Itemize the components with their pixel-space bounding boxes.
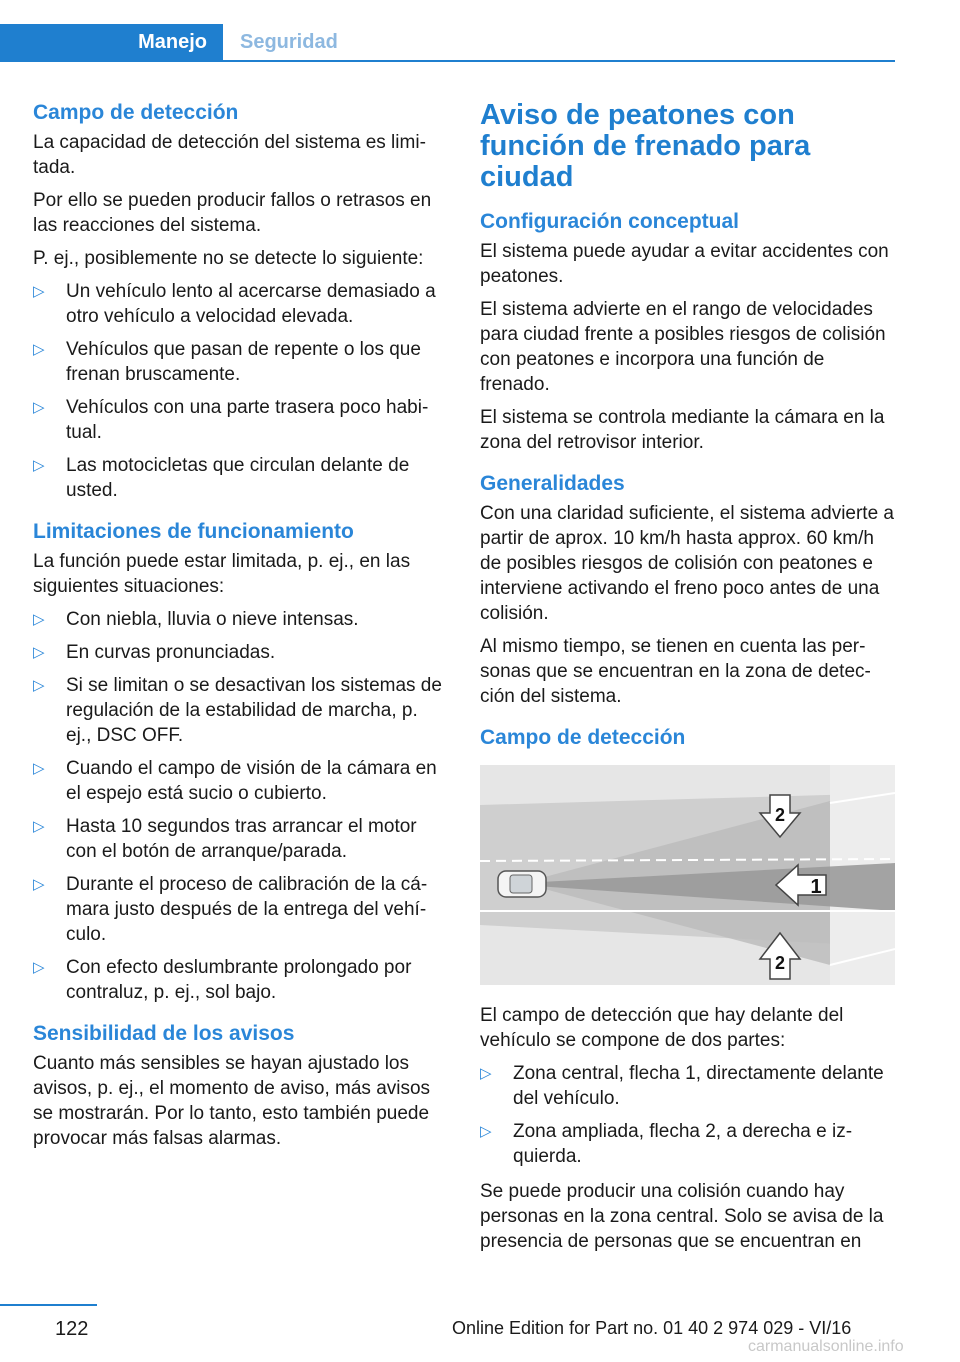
paragraph: P. ej., posiblemente no se detecte lo siguiente: [33,248,424,269]
list-item: ▷ Cuando el campo de visión de la cámara en el espejo está sucio o cubierto. [33,758,437,804]
car-icon [498,871,546,897]
left-column [33,100,448,1159]
paragraph: La capacidad de detección del sistema es limitada. [33,132,426,178]
paragraph: El sistema puede ayudar a evitar accidentes con peatones. [480,241,889,287]
list-item: ▷ Un vehículo lento al acercarse demasiado a otro vehículo a velocidad elevada. [33,281,436,327]
triangle-bullet-icon: ▷ [33,818,45,835]
section-limitaciones [33,519,448,1005]
section-campo-deteccion [480,725,898,1254]
header-tabs [0,24,895,62]
list-item: ▷ Zona ampliada, flecha 2, a derecha e izquierda. [480,1121,853,1167]
arrow-1-label: 1 [810,876,822,898]
edition-line: Online Edition for Part no. 01 40 2 974 029 - VI/16 [452,1318,852,1338]
triangle-bullet-icon: ▷ [33,677,45,694]
paragraph: Se puede producir una colisión cuando hay personas en la zona central. Solo se avisa de la presencia de personas que se encuentran en [480,1181,884,1252]
triangle-bullet-icon: ▷ [480,1065,492,1082]
section-title: Campo de detección [33,101,239,124]
triangle-bullet-icon: ▷ [33,959,45,976]
bullet-list [480,1061,898,1169]
triangle-bullet-icon: ▷ [33,760,45,777]
list-item: ▷ Vehículos con una parte trasera poco habitual. [33,397,429,443]
section-generalidades [480,471,898,709]
paragraph: Con una claridad suficiente, el sistema advierte a partir de aprox. 10 km/h hasta approx. 60 km/h de posibles riesgos de colisión con peatones e interviene activando el freno poco antes de una colisión. [480,503,895,624]
triangle-bullet-icon: ▷ [480,1123,492,1140]
paragraph: Por ello se pueden producir fallos o retrasos en las reacciones del sistema. [33,190,432,236]
chapter-title: Aviso de peatones con función de frenado para ciudad [480,99,811,193]
triangle-bullet-icon: ▷ [33,399,45,416]
list-item: ▷ Las motocicletas que circulan delante de usted. [33,455,410,501]
arrow-2-top-label: 2 [774,805,786,825]
triangle-bullet-icon: ▷ [33,341,45,358]
paragraph: La función puede estar limitada, p. ej., en las siguientes situaciones: [33,551,411,597]
list-item: ▷ Si se limitan o se desactivan los sistemas de regulación de la estabilidad de marcha, p. ej., DSC OFF. [33,675,442,746]
list-item: ▷ Durante el proceso de calibración de la cámara justo después de la entrega del vehículo. [33,874,428,945]
detection-field-diagram [480,765,895,985]
page-number: 122 [55,1318,89,1340]
list-item: ▷ En curvas pronunciadas. [33,642,276,663]
section-title: Limitaciones de funcionamiento [33,520,354,543]
triangle-bullet-icon: ▷ [33,876,45,893]
header-rule [0,60,895,62]
tab-manejo[interactable]: Manejo [0,24,223,60]
arrow-2-bottom-label: 2 [774,953,786,973]
footer-rule [0,1304,97,1306]
section-title: Configuración conceptual [480,210,740,233]
list-item: ▷ Con efecto deslumbrante prolongado por contraluz, p. ej., sol bajo. [33,957,412,1003]
triangle-bullet-icon: ▷ [33,611,45,628]
watermark: carmanualsonline.info [748,1338,904,1355]
triangle-bullet-icon: ▷ [33,283,45,300]
tab-seguridad[interactable]: Seguridad [240,30,338,53]
paragraph: Al mismo tiempo, se tienen en cuenta las personas que se encuentran en la zona de detección del sistema. [480,636,871,707]
list-item: ▷ Vehículos que pasan de repente o los que frenan bruscamente. [33,339,421,385]
triangle-bullet-icon: ▷ [33,644,45,661]
section-title: Sensibilidad de los avisos [33,1022,295,1045]
list-item: ▷ Hasta 10 segundos tras arrancar el motor con el botón de arranque/parada. [33,816,417,862]
bullet-list [33,279,448,503]
bullet-list [33,607,448,1005]
paragraph: El campo de detección que hay delante del vehículo se compone de dos partes: [480,1005,844,1051]
triangle-bullet-icon: ▷ [33,457,45,474]
section-sensibilidad [33,1021,448,1151]
list-item: ▷ Con niebla, lluvia o nieve intensas. [33,609,359,630]
section-title: Generalidades [480,472,625,495]
section-title: Campo de detección [480,726,686,749]
list-item: ▷ Zona central, flecha 1, directamente delante del vehículo. [480,1063,884,1109]
paragraph: El sistema se controla mediante la cámara en la zona del retrovisor interior. [480,407,885,453]
paragraph: Cuanto más sensibles se hayan ajustado los avisos, p. ej., el momento de aviso, más avisos se mostrarán. Por lo tanto, esto también puede provocar más falsas alarmas. [33,1053,431,1149]
right-column [480,100,898,1262]
paragraph: El sistema advierte en el rango de velocidades para ciudad frente a posibles riesgos de colisión con peatones e incorpora una función de frenado. [480,299,886,395]
